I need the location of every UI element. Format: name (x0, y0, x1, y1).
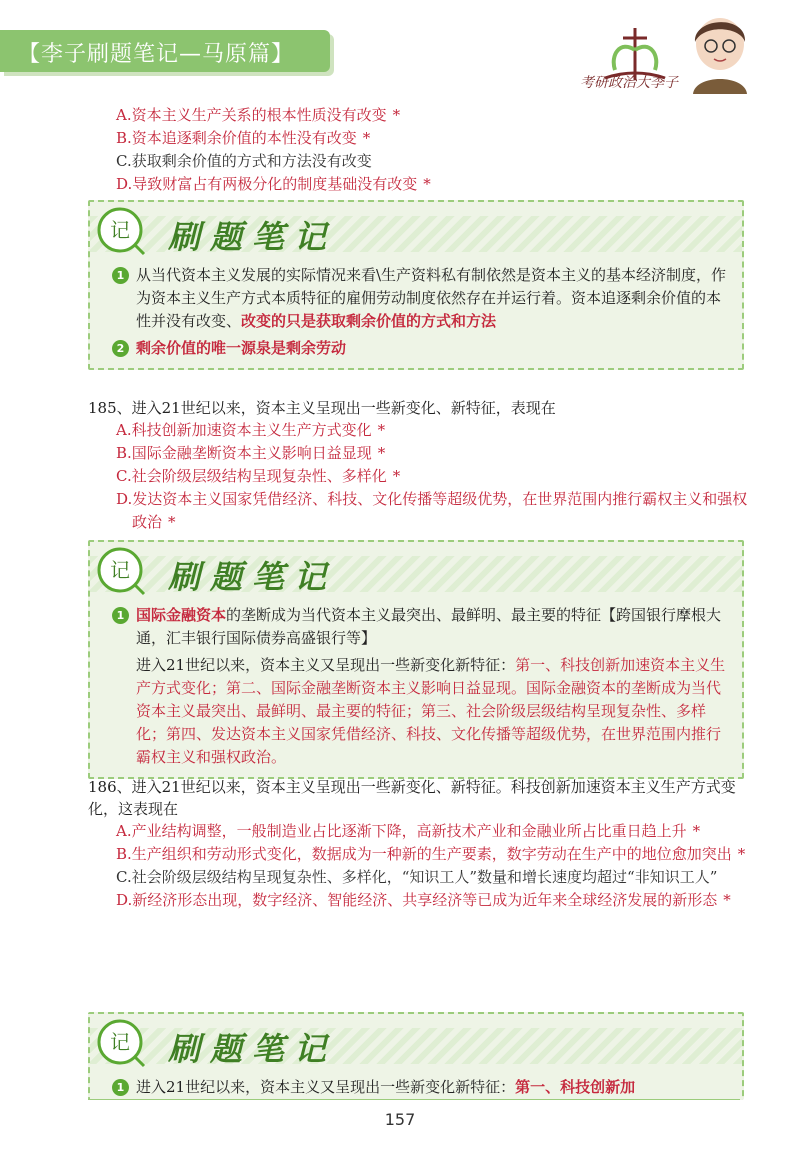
avatar (685, 12, 755, 94)
note-box-185 (88, 540, 744, 779)
page-number: 157 (384, 1110, 416, 1129)
q185-stem: 185、进入21世纪以来，资本主义呈现出一些新变化、新特征，表现在 (88, 399, 556, 417)
q186-option-a: A.产业结构调整，一般制造业占比逐渐下降，高新技术产业和金融业所占比重日趋上升 * (116, 822, 701, 840)
brand-text: 考研政治大李子 (580, 75, 678, 91)
q184-option-d: D.导致财富占有两极分化的制度基础没有改变 * (116, 175, 431, 193)
q185-option-b: B.国际金融垄断资本主义影响日益显现 * (116, 444, 386, 462)
note-title: 刷题笔记 (168, 558, 337, 596)
svg-text:记: 记 (110, 218, 130, 242)
header-title: 【李子刷题笔记—马原篇】 (18, 42, 295, 67)
q186-option-c: C.社会阶级层级结构呈现复杂性、多样化，“知识工人”数量和增长速度均超过“非知识工人” (116, 868, 718, 886)
note-badge-icon (96, 544, 146, 596)
note-badge-icon (96, 1016, 146, 1068)
svg-text:记: 记 (110, 1030, 130, 1054)
header-banner (0, 30, 330, 72)
question-186 (88, 776, 748, 912)
note-title: 刷题笔记 (168, 218, 337, 256)
svg-text:记: 记 (110, 558, 130, 582)
note185-paragraph: 进入21世纪以来，资本主义又呈现出一些新变化新特征：第一、科技创新加速资本主义生产方式变化；第二、国际金融垄断资本主义影响日益显现。国际金融资本的垄断成为当代资本主义最突出、最鲜明、最主要的特征；第三、社会阶级层级结构呈现复杂性、多样化；第四、发达资本主义国家凭借经济、科技、文化传播等超级优势，在世界范围内推行霸权主义和强权政治。 (136, 656, 726, 766)
note-box-184 (88, 200, 744, 370)
note186-item-1: 1 进入21世纪以来，资本主义又呈现出一些新变化新特征：第一、科技创新加 (106, 1076, 728, 1099)
divider (88, 1099, 740, 1100)
note-box-186 (88, 1012, 744, 1100)
q185-option-c: C.社会阶级层级结构呈现复杂性、多样化 * (116, 467, 401, 485)
note-title: 刷题笔记 (168, 1030, 337, 1068)
note185-item-1: 1 国际金融资本的垄断成为当代资本主义最突出、最鲜明、最主要的特征【跨国银行摩根大通，汇丰银行国际债券高盛银行等】 (106, 604, 728, 650)
note184-item-2: 2 剩余价值的唯一源泉是剩余劳动 (106, 337, 728, 360)
question-184 (88, 104, 748, 196)
note-badge-icon (96, 204, 146, 256)
q186-option-b: B.生产组织和劳动形式变化，数据成为一种新的生产要素，数字劳动在生产中的地位愈加突出 * (116, 845, 746, 863)
q184-option-c: C.获取剩余价值的方式和方法没有改变 (116, 152, 372, 170)
q186-stem: 186、进入21世纪以来，资本主义呈现出一些新变化、新特征。科技创新加速资本主义生产方式变化，这表现在 (88, 778, 736, 818)
q184-option-b: B.资本追逐剩余价值的本性没有改变 * (116, 129, 371, 147)
note184-item-1: 1 从当代资本主义发展的实际情况来看\生产资料私有制依然是资本主义的基本经济制度，作为资本主义生产方式本质特征的雇佣劳动制度依然存在并运行着。资本追逐剩余价值的本性并没有改变、改变的只是获取剩余价值的方式和方法 (106, 264, 728, 333)
q185-option-a: A.科技创新加速资本主义生产方式变化 * (116, 421, 386, 439)
question-185 (88, 397, 748, 534)
q184-option-a: A.资本主义生产关系的根本性质没有改变 * (116, 106, 401, 124)
q185-option-d: D.发达资本主义国家凭借经济、科技、文化传播等超级优势，在世界范围内推行霸权主义和强权政治 * (116, 490, 748, 531)
q186-option-d: D.新经济形态出现，数字经济、智能经济、共享经济等已成为近年来全球经济发展的新形态 * (116, 891, 731, 909)
